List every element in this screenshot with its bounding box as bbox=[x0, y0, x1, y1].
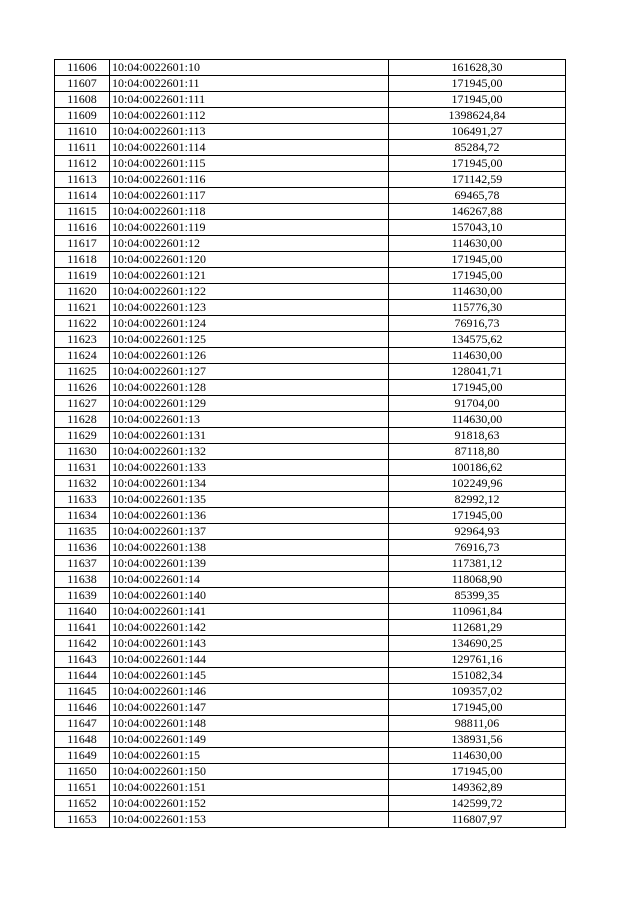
table-row bbox=[55, 652, 566, 668]
cadastral-number-cell: 10:04:0022601:12 bbox=[110, 236, 389, 252]
value-cell: 85284,72 bbox=[389, 140, 566, 156]
value-cell: 171945,00 bbox=[389, 252, 566, 268]
cadastral-number-cell: 10:04:0022601:135 bbox=[110, 492, 389, 508]
value-cell: 171945,00 bbox=[389, 92, 566, 108]
table-row bbox=[55, 716, 566, 732]
cadastral-number-cell: 10:04:0022601:133 bbox=[110, 460, 389, 476]
table-row bbox=[55, 748, 566, 764]
value-cell: 117381,12 bbox=[389, 556, 566, 572]
table-row bbox=[55, 332, 566, 348]
row-number-cell: 11606 bbox=[55, 60, 110, 76]
cadastral-number-cell: 10:04:0022601:113 bbox=[110, 124, 389, 140]
cadastral-number-cell: 10:04:0022601:123 bbox=[110, 300, 389, 316]
table-row bbox=[55, 268, 566, 284]
table-row bbox=[55, 540, 566, 556]
cadastral-number-cell: 10:04:0022601:111 bbox=[110, 92, 389, 108]
value-cell: 116807,97 bbox=[389, 812, 566, 828]
cadastral-number-cell: 10:04:0022601:149 bbox=[110, 732, 389, 748]
cadastral-number-cell: 10:04:0022601:116 bbox=[110, 172, 389, 188]
table-row bbox=[55, 700, 566, 716]
value-cell: 149362,89 bbox=[389, 780, 566, 796]
table-body bbox=[55, 60, 566, 828]
value-cell: 102249,96 bbox=[389, 476, 566, 492]
row-number-cell: 11620 bbox=[55, 284, 110, 300]
row-number-cell: 11648 bbox=[55, 732, 110, 748]
table-row bbox=[55, 604, 566, 620]
cadastral-number-cell: 10:04:0022601:15 bbox=[110, 748, 389, 764]
cadastral-number-cell: 10:04:0022601:126 bbox=[110, 348, 389, 364]
cadastral-number-cell: 10:04:0022601:148 bbox=[110, 716, 389, 732]
value-cell: 92964,93 bbox=[389, 524, 566, 540]
value-cell: 114630,00 bbox=[389, 236, 566, 252]
value-cell: 146267,88 bbox=[389, 204, 566, 220]
value-cell: 91704,00 bbox=[389, 396, 566, 412]
table-row bbox=[55, 508, 566, 524]
cadastral-number-cell: 10:04:0022601:11 bbox=[110, 76, 389, 92]
cadastral-number-cell: 10:04:0022601:115 bbox=[110, 156, 389, 172]
value-cell: 1398624,84 bbox=[389, 108, 566, 124]
row-number-cell: 11649 bbox=[55, 748, 110, 764]
table-row bbox=[55, 572, 566, 588]
row-number-cell: 11621 bbox=[55, 300, 110, 316]
row-number-cell: 11623 bbox=[55, 332, 110, 348]
value-cell: 171945,00 bbox=[389, 268, 566, 284]
value-cell: 171945,00 bbox=[389, 764, 566, 780]
cadastral-number-cell: 10:04:0022601:134 bbox=[110, 476, 389, 492]
row-number-cell: 11638 bbox=[55, 572, 110, 588]
cadastral-number-cell: 10:04:0022601:141 bbox=[110, 604, 389, 620]
row-number-cell: 11629 bbox=[55, 428, 110, 444]
cadastral-number-cell: 10:04:0022601:122 bbox=[110, 284, 389, 300]
table-row bbox=[55, 588, 566, 604]
cadastral-number-cell: 10:04:0022601:137 bbox=[110, 524, 389, 540]
cadastral-number-cell: 10:04:0022601:131 bbox=[110, 428, 389, 444]
cadastral-number-cell: 10:04:0022601:14 bbox=[110, 572, 389, 588]
value-cell: 112681,29 bbox=[389, 620, 566, 636]
table-row bbox=[55, 108, 566, 124]
value-cell: 106491,27 bbox=[389, 124, 566, 140]
row-number-cell: 11622 bbox=[55, 316, 110, 332]
value-cell: 171945,00 bbox=[389, 76, 566, 92]
cadastral-number-cell: 10:04:0022601:146 bbox=[110, 684, 389, 700]
row-number-cell: 11643 bbox=[55, 652, 110, 668]
cadastral-number-cell: 10:04:0022601:138 bbox=[110, 540, 389, 556]
cadastral-number-cell: 10:04:0022601:128 bbox=[110, 380, 389, 396]
table-row bbox=[55, 316, 566, 332]
table-row bbox=[55, 156, 566, 172]
cadastral-number-cell: 10:04:0022601:13 bbox=[110, 412, 389, 428]
value-cell: 115776,30 bbox=[389, 300, 566, 316]
table-row bbox=[55, 556, 566, 572]
table-row bbox=[55, 348, 566, 364]
table-row bbox=[55, 188, 566, 204]
cadastral-number-cell: 10:04:0022601:144 bbox=[110, 652, 389, 668]
table-row bbox=[55, 300, 566, 316]
cadastral-number-cell: 10:04:0022601:118 bbox=[110, 204, 389, 220]
row-number-cell: 11618 bbox=[55, 252, 110, 268]
value-cell: 142599,72 bbox=[389, 796, 566, 812]
table-row bbox=[55, 460, 566, 476]
cadastral-number-cell: 10:04:0022601:136 bbox=[110, 508, 389, 524]
row-number-cell: 11653 bbox=[55, 812, 110, 828]
row-number-cell: 11651 bbox=[55, 780, 110, 796]
value-cell: 171945,00 bbox=[389, 700, 566, 716]
row-number-cell: 11611 bbox=[55, 140, 110, 156]
value-cell: 110961,84 bbox=[389, 604, 566, 620]
row-number-cell: 11607 bbox=[55, 76, 110, 92]
value-cell: 114630,00 bbox=[389, 412, 566, 428]
table-row bbox=[55, 92, 566, 108]
table-row bbox=[55, 220, 566, 236]
table-row bbox=[55, 124, 566, 140]
table-row bbox=[55, 668, 566, 684]
table-row bbox=[55, 764, 566, 780]
value-cell: 85399,35 bbox=[389, 588, 566, 604]
row-number-cell: 11633 bbox=[55, 492, 110, 508]
row-number-cell: 11609 bbox=[55, 108, 110, 124]
cadastral-number-cell: 10:04:0022601:119 bbox=[110, 220, 389, 236]
table-row bbox=[55, 620, 566, 636]
table-row bbox=[55, 284, 566, 300]
value-cell: 134575,62 bbox=[389, 332, 566, 348]
value-cell: 87118,80 bbox=[389, 444, 566, 460]
cadastral-number-cell: 10:04:0022601:142 bbox=[110, 620, 389, 636]
value-cell: 100186,62 bbox=[389, 460, 566, 476]
value-cell: 171945,00 bbox=[389, 156, 566, 172]
row-number-cell: 11636 bbox=[55, 540, 110, 556]
table-row bbox=[55, 492, 566, 508]
table-row bbox=[55, 140, 566, 156]
cadastral-number-cell: 10:04:0022601:129 bbox=[110, 396, 389, 412]
value-cell: 118068,90 bbox=[389, 572, 566, 588]
table-row bbox=[55, 396, 566, 412]
table-row bbox=[55, 364, 566, 380]
value-cell: 138931,56 bbox=[389, 732, 566, 748]
cadastral-number-cell: 10:04:0022601:150 bbox=[110, 764, 389, 780]
value-cell: 76916,73 bbox=[389, 316, 566, 332]
row-number-cell: 11627 bbox=[55, 396, 110, 412]
cadastral-number-cell: 10:04:0022601:124 bbox=[110, 316, 389, 332]
row-number-cell: 11637 bbox=[55, 556, 110, 572]
row-number-cell: 11610 bbox=[55, 124, 110, 140]
row-number-cell: 11630 bbox=[55, 444, 110, 460]
row-number-cell: 11644 bbox=[55, 668, 110, 684]
cadastral-number-cell: 10:04:0022601:140 bbox=[110, 588, 389, 604]
value-cell: 114630,00 bbox=[389, 348, 566, 364]
value-cell: 171945,00 bbox=[389, 380, 566, 396]
cadastral-number-cell: 10:04:0022601:153 bbox=[110, 812, 389, 828]
table-row bbox=[55, 76, 566, 92]
row-number-cell: 11625 bbox=[55, 364, 110, 380]
value-cell: 151082,34 bbox=[389, 668, 566, 684]
table-row bbox=[55, 476, 566, 492]
row-number-cell: 11624 bbox=[55, 348, 110, 364]
row-number-cell: 11645 bbox=[55, 684, 110, 700]
value-cell: 91818,63 bbox=[389, 428, 566, 444]
row-number-cell: 11641 bbox=[55, 620, 110, 636]
row-number-cell: 11608 bbox=[55, 92, 110, 108]
row-number-cell: 11650 bbox=[55, 764, 110, 780]
value-cell: 114630,00 bbox=[389, 284, 566, 300]
value-cell: 82992,12 bbox=[389, 492, 566, 508]
table-row bbox=[55, 428, 566, 444]
row-number-cell: 11614 bbox=[55, 188, 110, 204]
value-cell: 76916,73 bbox=[389, 540, 566, 556]
value-cell: 157043,10 bbox=[389, 220, 566, 236]
value-cell: 98811,06 bbox=[389, 716, 566, 732]
cadastral-number-cell: 10:04:0022601:120 bbox=[110, 252, 389, 268]
cadastral-number-cell: 10:04:0022601:132 bbox=[110, 444, 389, 460]
row-number-cell: 11619 bbox=[55, 268, 110, 284]
value-cell: 134690,25 bbox=[389, 636, 566, 652]
table-row bbox=[55, 780, 566, 796]
table-row bbox=[55, 684, 566, 700]
row-number-cell: 11613 bbox=[55, 172, 110, 188]
row-number-cell: 11642 bbox=[55, 636, 110, 652]
table-row bbox=[55, 204, 566, 220]
cadastral-number-cell: 10:04:0022601:127 bbox=[110, 364, 389, 380]
value-cell: 171945,00 bbox=[389, 508, 566, 524]
table-row bbox=[55, 524, 566, 540]
cadastral-number-cell: 10:04:0022601:145 bbox=[110, 668, 389, 684]
row-number-cell: 11632 bbox=[55, 476, 110, 492]
value-cell: 129761,16 bbox=[389, 652, 566, 668]
cadastral-number-cell: 10:04:0022601:117 bbox=[110, 188, 389, 204]
table-row bbox=[55, 172, 566, 188]
row-number-cell: 11612 bbox=[55, 156, 110, 172]
table-row bbox=[55, 252, 566, 268]
table-row bbox=[55, 444, 566, 460]
cadastral-number-cell: 10:04:0022601:114 bbox=[110, 140, 389, 156]
row-number-cell: 11647 bbox=[55, 716, 110, 732]
cadastral-number-cell: 10:04:0022601:10 bbox=[110, 60, 389, 76]
cadastral-number-cell: 10:04:0022601:147 bbox=[110, 700, 389, 716]
table-row bbox=[55, 236, 566, 252]
value-cell: 69465,78 bbox=[389, 188, 566, 204]
cadastral-number-cell: 10:04:0022601:121 bbox=[110, 268, 389, 284]
table-row bbox=[55, 796, 566, 812]
row-number-cell: 11631 bbox=[55, 460, 110, 476]
row-number-cell: 11635 bbox=[55, 524, 110, 540]
value-cell: 109357,02 bbox=[389, 684, 566, 700]
cadastral-number-cell: 10:04:0022601:152 bbox=[110, 796, 389, 812]
cadastral-number-cell: 10:04:0022601:143 bbox=[110, 636, 389, 652]
table-row bbox=[55, 812, 566, 828]
value-cell: 161628,30 bbox=[389, 60, 566, 76]
row-number-cell: 11634 bbox=[55, 508, 110, 524]
cadastral-number-cell: 10:04:0022601:125 bbox=[110, 332, 389, 348]
cadastral-number-cell: 10:04:0022601:151 bbox=[110, 780, 389, 796]
row-number-cell: 11639 bbox=[55, 588, 110, 604]
value-cell: 128041,71 bbox=[389, 364, 566, 380]
value-cell: 114630,00 bbox=[389, 748, 566, 764]
value-cell: 171142,59 bbox=[389, 172, 566, 188]
table-row bbox=[55, 60, 566, 76]
row-number-cell: 11626 bbox=[55, 380, 110, 396]
row-number-cell: 11617 bbox=[55, 236, 110, 252]
table-row bbox=[55, 732, 566, 748]
cadastral-value-table bbox=[54, 59, 566, 828]
row-number-cell: 11628 bbox=[55, 412, 110, 428]
cadastral-number-cell: 10:04:0022601:112 bbox=[110, 108, 389, 124]
table-row bbox=[55, 636, 566, 652]
row-number-cell: 11652 bbox=[55, 796, 110, 812]
table-row bbox=[55, 412, 566, 428]
table-row bbox=[55, 380, 566, 396]
row-number-cell: 11616 bbox=[55, 220, 110, 236]
row-number-cell: 11640 bbox=[55, 604, 110, 620]
row-number-cell: 11646 bbox=[55, 700, 110, 716]
cadastral-number-cell: 10:04:0022601:139 bbox=[110, 556, 389, 572]
row-number-cell: 11615 bbox=[55, 204, 110, 220]
